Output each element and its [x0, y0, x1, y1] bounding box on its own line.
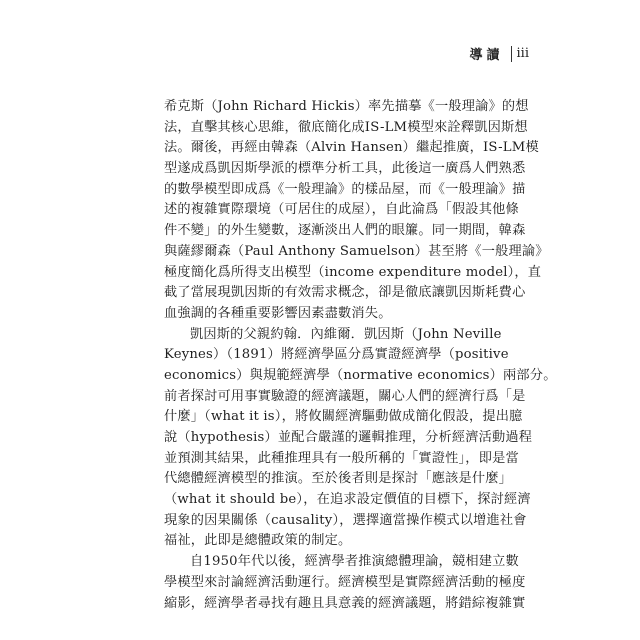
text-line: 法。爾後，再經由韓森（Alvin Hansen）繼起推廣，IS-LM模	[164, 140, 539, 156]
text-line: economics）與規範經濟學（normative economics）兩部分。	[164, 367, 557, 383]
text-line: 自1950年代以後，經濟學者推演總體理論，競相建立數	[190, 554, 519, 570]
text-line: 希克斯（John Richard Hickis）率先描摹《一般理論》的想	[164, 99, 529, 114]
text-line: 代總體經濟模型的推演。至於後者則是探討「應該是什麼」	[164, 471, 513, 487]
text-line: 縮影，經濟學者尋找有趣且具意義的經濟議題，將錯綜複雜實	[164, 595, 526, 611]
text-line: 說（hypothesis）並配合嚴謹的邏輯推理，分析經濟活動過程	[164, 430, 533, 445]
text-line: 的數學模型即成爲《一般理論》的樣品屋，而《一般理論》描	[164, 181, 526, 197]
text-line: 述的複雜實際環境（可居住的成屋），自此淪爲「假設其他條	[164, 202, 519, 218]
text-line: Keynes）（1891）將經濟學區分爲實證經濟學（positive	[164, 347, 509, 363]
text-line: 福祉，此即是總體政策的制定。	[164, 533, 352, 549]
header-divider	[511, 46, 512, 62]
text-line: 並預測其結果，此種推理具有一般所稱的「實證性」，即是當	[164, 450, 519, 466]
text-line: 凱因斯的父親約翰．內維爾．凱因斯（John Neville	[190, 326, 502, 342]
text-line: 現象的因果關係（causality），選擇適當操作模式以增進社會	[164, 512, 527, 528]
text-line: 件不變」的外生變數，逐漸淡出人們的眼簾。同一期間，韓森	[164, 223, 526, 239]
section-title: 導讀	[469, 48, 504, 63]
page-number: iii	[516, 46, 529, 61]
text-line: 極度簡化爲所得支出模型（income expenditure model），直	[164, 264, 542, 280]
text-line: 截了當展現凱因斯的有效需求概念，卻是徹底讓凱因斯耗費心	[164, 285, 526, 301]
body-text	[164, 97, 557, 614]
text-line: （what it should be），在追求設定價值的目標下，探討經濟	[164, 492, 531, 508]
text-line: 法，直擊其核心思維，徹底簡化成IS-LM模型來詮釋凱因斯想	[164, 119, 528, 135]
text-line: 前者探討可用事實驗證的經濟議題，關心人們的經濟行爲「是	[164, 388, 526, 404]
text-line: 型遂成爲凱因斯學派的標準分析工具，此後這一廣爲人們熟悉	[164, 161, 526, 177]
text-line: 與薩繆爾森（Paul Anthony Samuelson）甚至將《一般理論》	[164, 243, 549, 259]
running-header	[470, 44, 530, 63]
text-line: 血強調的各種重要影響因素盡數消失。	[164, 305, 392, 321]
text-line: 學模型來討論經濟活動運行。經濟模型是實際經濟活動的極度	[164, 574, 526, 590]
text-line: 什麼」（what it is），將攸關經濟驅動做成簡化假設，提出臆	[164, 409, 523, 425]
